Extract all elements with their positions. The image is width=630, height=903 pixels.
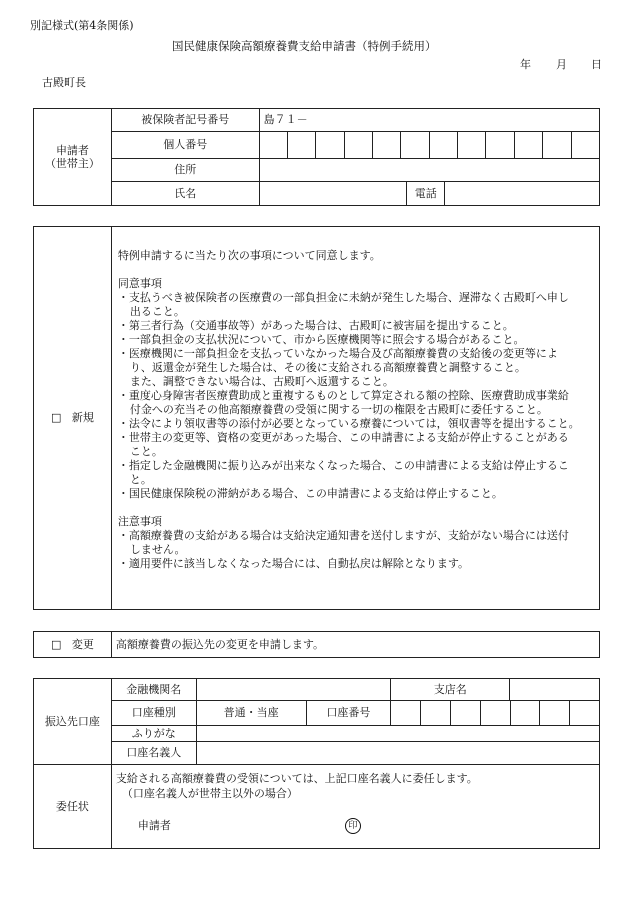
consent-item: ・支払うべき被保険者の医療費の一部負担金に未納が発生した場合、遅滞なく古殿町へ申し — [117, 291, 569, 304]
date-day-label: 日 — [591, 58, 602, 71]
furigana-label: ふりがな — [111, 726, 196, 742]
digit-box[interactable] — [569, 701, 599, 725]
delegation-note: （口座名義人が世帯主以外の場合） — [121, 787, 298, 800]
digit-box[interactable] — [429, 132, 457, 158]
account-type-label: 口座種別 — [111, 701, 196, 726]
holder-field[interactable] — [196, 742, 599, 765]
digit-box[interactable] — [485, 132, 513, 158]
branch-field[interactable] — [510, 679, 600, 701]
personal-number-field[interactable] — [259, 132, 599, 159]
digit-box[interactable] — [315, 132, 343, 158]
phone-label: 電話 — [407, 182, 445, 206]
consent-item: ・法令により領収書等の添付が必要となっている療養については，領収書等を提出すること。 — [117, 417, 580, 430]
name-field[interactable] — [259, 182, 407, 206]
consent-intro: 特例申請するに当たり次の事項について同意します。 — [117, 249, 381, 262]
consent-item: ・一部負担金の支払状況について、市から医療機関等に照会する場合があること。 — [117, 333, 525, 346]
digit-box[interactable] — [510, 701, 540, 725]
seal-mark: 印 — [345, 818, 361, 834]
caution-item: ・高額療養費の支給がある場合は支給決定通知書を送付しますが、支給がない場合には送付 — [117, 529, 569, 542]
change-table — [33, 631, 600, 658]
account-number-field[interactable] — [391, 701, 600, 726]
consent-item: ・指定した金融機関に振り込みが出来なくなった場合、この申請書による支給は停止するこ — [117, 459, 569, 472]
personal-number-label: 個人番号 — [111, 132, 259, 159]
caution-heading: 注意事項 — [117, 515, 162, 528]
new-checkbox[interactable]: □ — [50, 411, 62, 425]
name-label: 氏名 — [111, 182, 259, 206]
branch-label: 支店名 — [391, 679, 510, 701]
address-label: 住所 — [111, 159, 259, 182]
delegation-text: 支給される高額療養費の受領については、上記口座名義人に委任します。 — [115, 772, 478, 785]
applicant-section-label: 申請者 （世帯主） — [34, 109, 112, 206]
delegation-section-label: 委任状 — [34, 765, 112, 849]
consent-item: ・第三者行為（交通事故等）があった場合は、古殿町に被害届を提出すること。 — [117, 319, 514, 332]
digit-box[interactable] — [287, 132, 315, 158]
new-label: 新規 — [71, 411, 94, 425]
consent-item: ・医療機関に一部負担金を支払っていなかった場合及び高額療養費の支給後の変更等によ — [117, 347, 558, 360]
consent-item: こと。 — [129, 445, 163, 458]
consent-item: また、調整できない場合は、古殿町へ返還すること。 — [129, 375, 394, 388]
account-type-value[interactable]: 普通・当座 — [196, 701, 306, 726]
digit-box[interactable] — [514, 132, 542, 158]
digit-box[interactable] — [539, 701, 569, 725]
digit-box[interactable] — [542, 132, 570, 158]
delegation-body — [111, 765, 599, 849]
consent-item: と。 — [129, 473, 152, 486]
consent-item: り、返還金が発生した場合は、その後に支給される高額療養費と調整すること。 — [129, 361, 526, 374]
change-label: 変更 — [71, 637, 94, 651]
bank-table — [33, 678, 600, 849]
digit-box[interactable] — [400, 132, 428, 158]
date-year-label: 年 — [520, 58, 531, 71]
digit-box[interactable] — [372, 132, 400, 158]
address-field[interactable] — [259, 159, 599, 182]
institution-field[interactable] — [196, 679, 391, 701]
phone-field[interactable] — [445, 182, 600, 206]
change-text: 高額療養費の振込先の変更を申請します。 — [111, 632, 599, 658]
addressee: 古殿町長 — [42, 76, 86, 89]
delegation-applicant-label: 申請者 — [137, 819, 171, 832]
new-application-option[interactable] — [34, 227, 112, 610]
consent-notice — [111, 227, 599, 610]
furigana-field[interactable] — [196, 726, 599, 742]
form-reference: 別記様式(第4条関係) — [30, 19, 134, 32]
change-option[interactable] — [34, 632, 112, 658]
account-number-label: 口座番号 — [306, 701, 391, 726]
digit-box[interactable] — [344, 132, 372, 158]
insured-number-field[interactable]: 島７１－ — [259, 109, 599, 132]
caution-item: しません。 — [129, 543, 186, 556]
digit-box[interactable] — [450, 701, 480, 725]
applicant-table — [33, 108, 600, 206]
date-month-label: 月 — [556, 58, 567, 71]
digit-box[interactable] — [391, 701, 420, 725]
institution-label: 金融機関名 — [111, 679, 196, 701]
consent-item: ・世帯主の変更等、資格の変更があった場合、この申請書による支給が停止することがある — [117, 431, 569, 444]
consent-item: ・国民健康保険税の滞納がある場合、この申請書による支給は停止すること。 — [117, 487, 503, 500]
holder-label: 口座名義人 — [111, 742, 196, 765]
consent-item: 出ること。 — [129, 305, 185, 318]
consent-item: ・重度心身障害者医療費助成と重複するものとして算定される額の控除、医療費助成事業給 — [117, 389, 569, 402]
digit-box[interactable] — [480, 701, 510, 725]
digit-box[interactable] — [420, 701, 450, 725]
consent-heading: 同意事項 — [117, 277, 162, 290]
digit-box[interactable] — [571, 132, 599, 158]
digit-box[interactable] — [260, 132, 287, 158]
caution-item: ・適用要件に該当しなくなった場合には、自動払戻は解除となります。 — [117, 557, 470, 570]
form-title: 国民健康保険高額療養費支給申請書（特例手続用） — [172, 39, 437, 53]
bank-section-label: 振込先口座 — [34, 679, 112, 765]
digit-box[interactable] — [457, 132, 485, 158]
consent-item: 付金への充当その他高額療養費の受領に関する一切の権限を古殿町に委任すること。 — [129, 403, 548, 416]
new-application-table — [33, 226, 600, 610]
change-checkbox[interactable]: □ — [50, 637, 62, 651]
insured-number-label: 被保険者記号番号 — [111, 109, 259, 132]
